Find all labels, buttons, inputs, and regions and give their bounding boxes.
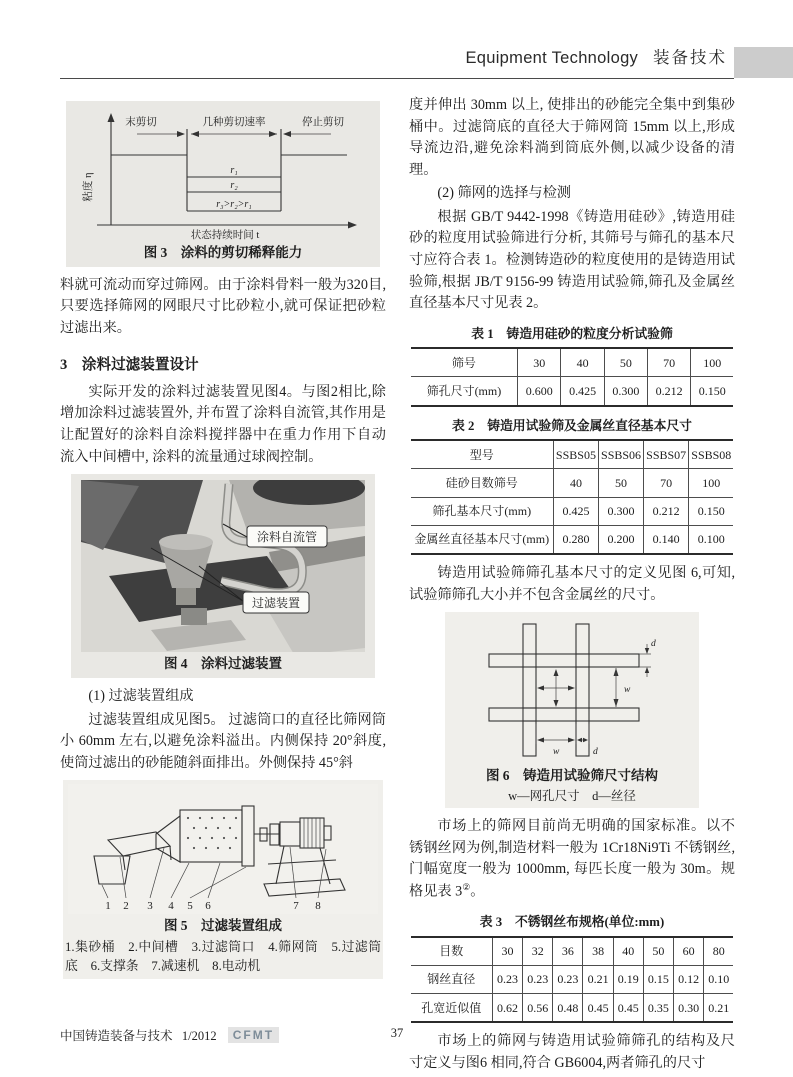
table-cell: 0.200 xyxy=(599,525,644,554)
table-cell: 0.425 xyxy=(561,377,604,406)
table-cell: 钢丝直径 xyxy=(411,965,493,993)
table-cell: SSBS05 xyxy=(553,440,598,469)
fig4-label-filter: 过滤装置 xyxy=(251,596,301,611)
table-cell: 0.35 xyxy=(643,994,673,1023)
table-cell: 硅砂目数筛号 xyxy=(411,469,554,497)
figure-6-caption: 图 6 铸造用试验筛尺寸结构 xyxy=(485,768,659,784)
paragraph: 市场上的筛网与铸造用试验筛筛孔的结构及尺寸定义与图6 相同,符合 GB6004,两者筛孔的尺寸 xyxy=(409,1033,735,1071)
table-cell: 0.23 xyxy=(523,965,553,993)
header-title-zh: 装备技术 xyxy=(653,48,727,67)
figure-6-drawing xyxy=(481,616,663,764)
table-row xyxy=(411,965,734,993)
table-cell: 50 xyxy=(643,937,673,966)
table-cell: 80 xyxy=(704,937,734,966)
table-cell: 36 xyxy=(553,937,583,966)
table-3-title: 表 3 不锈钢丝布规格(单位:mm) xyxy=(479,915,665,930)
table-cell: 100 xyxy=(689,469,734,497)
table-cell: 0.300 xyxy=(599,497,644,525)
figure-5-caption: 图 5 过滤装置组成 xyxy=(163,918,283,934)
fig3-r2-label: r₂ xyxy=(230,180,238,191)
table-cell: 目数 xyxy=(411,937,493,966)
page-header xyxy=(465,44,727,68)
left-column xyxy=(60,95,386,987)
fig4-label-pipe: 涂料自流管 xyxy=(256,530,318,545)
fig5-number-4: 4 xyxy=(168,900,174,913)
fig3-label-shear-rates: 几种剪切速率 xyxy=(202,117,266,128)
journal-logo: CFMT xyxy=(228,1027,279,1043)
table-cell: 0.280 xyxy=(553,525,598,554)
table-cell: 38 xyxy=(583,937,613,966)
figure-3-caption: 图 3 涂料的剪切稀释能力 xyxy=(143,245,303,260)
table-cell: SSBS08 xyxy=(689,440,734,469)
table-cell: 40 xyxy=(561,348,604,377)
table-row xyxy=(411,497,734,525)
fig3-r-order-label: r₃>r₂>r₁ xyxy=(216,199,252,210)
table-cell: 筛孔尺寸(mm) xyxy=(411,377,518,406)
table-cell: 0.212 xyxy=(647,377,690,406)
table-cell: 型号 xyxy=(411,440,554,469)
table-cell: 0.62 xyxy=(492,994,522,1023)
table-cell: 0.45 xyxy=(613,994,643,1023)
figure-4-caption: 图 4 涂料过滤装置 xyxy=(163,656,283,672)
figure-3 xyxy=(66,101,380,267)
table-cell: 0.56 xyxy=(523,994,553,1023)
paragraph-text: 市场上的筛网目前尚无明确的国家标准。以不锈钢丝网为例,制造材料一般为 1Cr18Ni9Ti 不锈钢丝, 门幅宽度一般为 1000mm, 每匹长度一般为 30m。规格见表 3 xyxy=(409,818,735,900)
footnote-marker: ② xyxy=(462,881,471,892)
table-row xyxy=(411,377,734,406)
table-cell: 0.48 xyxy=(553,994,583,1023)
table-cell: 0.21 xyxy=(704,994,734,1023)
table-cell: 40 xyxy=(613,937,643,966)
table-row xyxy=(411,994,734,1023)
table-cell: 孔宽近似值 xyxy=(411,994,493,1023)
table-cell: 0.21 xyxy=(583,965,613,993)
table-cell: SSBS07 xyxy=(644,440,689,469)
table-cell: 0.30 xyxy=(674,994,704,1023)
table-cell: 筛孔基本尺寸(mm) xyxy=(411,497,554,525)
table-cell: 0.12 xyxy=(674,965,704,993)
table-cell: 0.23 xyxy=(492,965,522,993)
paragraph-text: 。 xyxy=(470,883,485,900)
figure-5 xyxy=(63,780,383,978)
paragraph: (1) 过滤装置组成 xyxy=(88,688,194,704)
table-cell: 30 xyxy=(492,937,522,966)
table-cell: 0.140 xyxy=(644,525,689,554)
page-number: 37 xyxy=(390,1026,404,1040)
figure-5-parts-list: 1.集砂桶 2.中间槽 3.过滤筒口 4.筛网筒 5.过滤筒底 6.支撑条 7.减速机 8.电动机 xyxy=(65,940,381,974)
table-1-title: 表 1 铸造用硅砂的粒度分析试验筛 xyxy=(471,326,673,341)
fig3-y-axis-label: 粘度 η xyxy=(83,172,94,202)
table-cell: 金属丝直径基本尺寸(mm) xyxy=(411,525,554,554)
fig3-label-pre-shear: 末剪切 xyxy=(125,117,157,128)
fig3-label-stop-shear: 停止剪切 xyxy=(302,117,344,128)
table-cell: 40 xyxy=(553,469,598,497)
table-cell: 0.45 xyxy=(583,994,613,1023)
table-row xyxy=(411,348,734,377)
table-2-title: 表 2 铸造用试验筛及金属丝直径基本尺寸 xyxy=(452,418,692,433)
table-cell: 0.150 xyxy=(689,497,734,525)
table-cell: 50 xyxy=(604,348,647,377)
table-cell: 32 xyxy=(523,937,553,966)
paragraph xyxy=(409,816,735,903)
paragraph: (2) 筛网的选择与检测 xyxy=(437,185,571,202)
fig5-number-8: 8 xyxy=(315,900,321,913)
figure-6 xyxy=(445,612,699,808)
fig6-dim-w-bottom: w xyxy=(553,747,560,758)
figure-4 xyxy=(71,474,375,678)
table-row xyxy=(411,525,734,554)
fig5-number-6: 6 xyxy=(205,900,211,913)
table-cell: 0.425 xyxy=(553,497,598,525)
paragraph: 实际开发的涂料过滤装置见图4。与图2相比,除增加涂料过滤装置外, 并布置了涂料自流管,其作用是让配置好的涂料自涂料搅拌器中在重力作用下自动流入中间槽中, 涂料的流量通过球阀控制。 xyxy=(60,383,386,465)
table-cell: 70 xyxy=(644,469,689,497)
fig3-r1-label: r₁ xyxy=(230,165,238,176)
table-cell: 0.300 xyxy=(604,377,647,406)
table-cell: 60 xyxy=(674,937,704,966)
table-cell: 筛号 xyxy=(411,348,518,377)
table-cell: 0.23 xyxy=(553,965,583,993)
fig5-number-7: 7 xyxy=(293,900,299,913)
table-2 xyxy=(411,439,734,555)
journal-name: 中国铸造装备与技术 xyxy=(60,1029,173,1043)
right-column xyxy=(409,95,735,1076)
table-cell: 0.19 xyxy=(613,965,643,993)
header-corner-box xyxy=(734,47,793,78)
header-rule xyxy=(60,78,734,79)
paragraph: 料就可流动而穿过筛网。由于涂料骨料一般为320目,只要选择筛网的网眼尺寸比砂粒小,就可保证把砂粒过滤出来。 xyxy=(60,276,386,337)
table-cell: 0.150 xyxy=(691,377,734,406)
table-cell: 50 xyxy=(599,469,644,497)
fig5-number-2: 2 xyxy=(123,900,129,913)
fig6-dim-w-right: w xyxy=(624,685,631,696)
table-row xyxy=(411,469,734,497)
table-cell: 100 xyxy=(691,348,734,377)
figure-4-photo xyxy=(81,480,365,652)
fig5-number-3: 3 xyxy=(147,900,153,913)
table-cell: SSBS06 xyxy=(599,440,644,469)
section-3-heading: 3 涂料过滤装置设计 xyxy=(60,356,199,373)
issue-number: 1/2012 xyxy=(181,1029,217,1043)
table-row xyxy=(411,937,734,966)
table-1 xyxy=(411,347,734,406)
fig6-dim-d-top: d xyxy=(651,639,656,650)
fig5-number-5: 5 xyxy=(187,900,193,913)
table-3 xyxy=(411,936,734,1024)
fig3-x-axis-label: 状态持续时间 t xyxy=(190,230,260,241)
table-cell: 70 xyxy=(647,348,690,377)
fig5-number-1: 1 xyxy=(105,900,111,913)
paragraph: 度并伸出 30mm 以上, 使排出的砂能完全集中到集砂桶中。过滤筒底的直径大于筛网筒 15mm 以上,形成导流边沿,避免涂料淌到筒底外侧,以减少设备的清理。 xyxy=(409,97,735,178)
figure-6-legend: w—网孔尺寸 d—丝径 xyxy=(508,789,636,804)
paragraph: 铸造用试验筛筛孔基本尺寸的定义见图 6,可知,试验筛筛孔大小并不包含金属丝的尺寸。 xyxy=(409,565,735,603)
table-cell: 30 xyxy=(518,348,561,377)
table-cell: 0.100 xyxy=(689,525,734,554)
table-row xyxy=(411,440,734,469)
header-title-en: Equipment Technology xyxy=(465,49,639,67)
paragraph: 过滤装置组成见图5。 过滤筒口的直径比筛网筒小 60mm 左右,以避免涂料溢出。内侧保持 20°斜度,使筒过滤出的砂能随斜面排出。外侧保持 45°斜 xyxy=(60,711,386,771)
table-cell: 0.212 xyxy=(644,497,689,525)
table-cell: 0.10 xyxy=(704,965,734,993)
figure-5-drawing xyxy=(68,784,378,914)
figure-3-chart xyxy=(75,107,371,241)
table-cell: 0.600 xyxy=(518,377,561,406)
fig6-dim-d-bottom: d xyxy=(593,747,598,758)
table-cell: 0.15 xyxy=(643,965,673,993)
paragraph: 根据 GB/T 9442-1998《铸造用硅砂》,铸造用硅砂的粒度用试验筛进行分析, 其筛号与筛孔的基本尺寸应符合表 1。检测铸造砂的粒度使用的是铸造用试验筛,根据 JB/T 9156-99 铸造用试验筛,筛孔及金属丝直径基本尺寸见表 2。 xyxy=(409,208,735,312)
